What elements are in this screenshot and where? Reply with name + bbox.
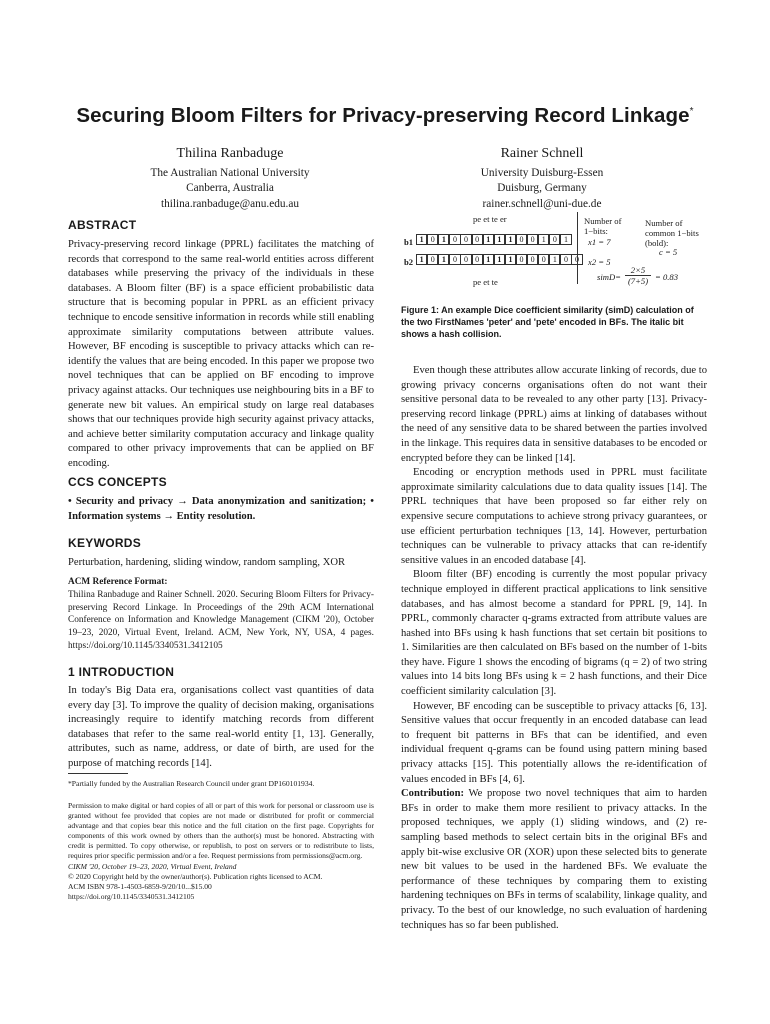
footnote-rule (68, 773, 128, 774)
bit-cell: 0 (449, 234, 460, 245)
figure-sim-den: (7+5) (627, 276, 649, 286)
acm-reference-heading: ACM Reference Format: (68, 577, 168, 587)
author-email[interactable]: thilina.ranbaduge@anu.edu.au (160, 197, 300, 210)
figure-b1-label: b1 (404, 237, 414, 247)
acm-reference-text: Thilina Ranbaduge and Rainer Schnell. 2020. Securing Bloom Filters for Privacy-preserving Record Linkage. In Proceedings of the 29th ACM International Conference on Information and Knowledge Management (CIKM '20), October 19–23, 2020, Virtual Event, Ireland. ACM, New York, NY, USA, 4 pages. https://doi.org/10.1145/3340531.3412105 (68, 589, 374, 651)
author-location: Canberra, Australia (186, 182, 274, 194)
paper-title-text: Securing Bloom Filters for Privacy-preserving Record Linkage (76, 104, 690, 127)
author-email[interactable]: rainer.schnell@uni-due.de (482, 197, 602, 210)
contribution-label: Contribution: (401, 788, 464, 800)
keywords-section (68, 536, 374, 571)
abstract-heading: ABSTRACT (68, 218, 137, 232)
ccs-text: • Security and privacy → Data anonymization and sanitization; • Information systems → Entity resolution. (68, 496, 374, 522)
keywords-text: Perturbation, hardening, sliding window, random sampling, XOR (68, 557, 346, 568)
bit-cell: 1 (494, 254, 505, 265)
figure-1 (401, 212, 707, 302)
intro-heading: 1 INTRODUCTION (68, 665, 175, 679)
bit-cell: 0 (527, 254, 538, 265)
figure-sim-num: 2×5 (630, 265, 646, 275)
bit-cell: 0 (460, 254, 471, 265)
figure-x1: x1 = 7 (588, 237, 611, 247)
title-footnote-mark: * (689, 106, 694, 118)
ccs-section (68, 475, 374, 524)
figure-bigrams-bottom: pe et te (473, 277, 498, 287)
bit-cell: 0 (472, 254, 483, 265)
bit-cell: 1 (483, 254, 494, 265)
bit-cell: 1 (416, 234, 427, 245)
bit-cell: 1 (438, 234, 449, 245)
bit-cell: 0 (571, 254, 582, 265)
author-affiliation: The Australian National University (150, 166, 310, 179)
acm-reference (68, 576, 374, 653)
ccs-heading: CCS CONCEPTS (68, 475, 167, 489)
paragraph: Bloom filter (BF) encoding is currently the most popular privacy technique employed in different practical applications to link sensitive databases, and has almost become a standard for PPRL [9, 14]. In PPRL, commonly character q-grams extracted from attribute values are hashed into BFs using k hash functions that set certain bit positions to 1. Similarities are then calculated on BFs based on the number of 1-bits they have. Figure 1 shows the encoding of bigrams (q = 2) of two string values into 14 bits long BFs using k = 2 hash functions, and their Dice coefficient similarity calculation [3]. (401, 569, 707, 698)
bit-cell: 0 (460, 234, 471, 245)
intro-continuation (401, 364, 707, 933)
doi-line[interactable]: https://doi.org/10.1145/3340531.3412105 (68, 891, 195, 901)
figure-col2-head: Number of common 1−bits (bold): (645, 218, 699, 248)
isbn-line: ACM ISBN 978-1-4503-6859-9/20/10...$15.00 (68, 881, 212, 891)
bit-cell: 0 (516, 234, 527, 245)
figure-bigrams-top: pe et te er (473, 214, 507, 224)
figure-col1-head: Number of 1−bits: (584, 216, 622, 236)
bit-cell: 0 (449, 254, 460, 265)
figure-divider (577, 212, 578, 284)
bit-cell: 1 (494, 234, 505, 245)
abstract-text: Privacy-preserving record linkage (PPRL) facilitates the matching of records that correspond to the same real-world entities across different databases while preserving the privacy of the individuals in these databases. A Bloom filter (BF) is a space efficient probabilistic data structure that is becoming popular in PPRL as an efficient privacy technique to encode sensitive information in records while still enabling approximate similarity computations between attribute values. However, BF encoding is susceptible to privacy attacks which can re-identify the values that are being encoded. In this paper we propose two novel techniques that can be applied on BF encoding to improve privacy against attacks. Our techniques use neighbouring bits in a BF to generate new bit values. An empirical study on large real databases shows that our techniques provide high security against privacy attacks, and achieve better similarity computation accuracy and linkage quality compared to other privacy improvements that can be applied on BF encoding. (68, 239, 374, 469)
figure-sim-lhs: simD= (597, 272, 621, 282)
bit-cell: 0 (516, 254, 527, 265)
paragraph: Even though these attributes allow accurate linking of records, due to growing privacy concerns organisations often do not want their sensitive personal data to be revealed to any other party [13]. Privacy-preserving record linkage (PPRL) aims at linking of databases without the need of any sensitive data to be shared between the parties involved in the linkage. This requires data in sensitive databases to be encoded or encrypted before they can be linked [14]. (401, 365, 707, 464)
bit-cell: 1 (483, 234, 494, 245)
bit-cell: 0 (538, 254, 549, 265)
author-location: Duisburg, Germany (497, 182, 587, 194)
bit-cell: 1 (549, 254, 560, 265)
contribution-text: We propose two novel techniques that aim to harden BFs in order to make them more resilient to privacy attacks. In the proposed techniques, we apply (1) sliding windows, and (2) re-sampling based methods to select certain bits in the original BFs and apply bit-wise exclusive OR (XOR) upon these selected bits to generate new bit values to be used in the hardened BFs. We evaluate the performance of these techniques by comparing them to existing hardening techniques on BFs in terms of scalability, linkage quality, and privacy. To the best of our knowledge, no such evaluation of hardening techniques has so far been published. (401, 788, 707, 931)
permission-text: Permission to make digital or hard copies of all or part of this work for personal or classroom use is granted without fee provided that copies are not made or distributed for profit or commercial advantage and that copies bear this notice and the full citation on the first page. Copyrights for components of this work owned by others than the author(s) must be honored. Abstracting with credit is permitted. To copy otherwise, or republish, to post on servers or to redistribute to lists, requires prior specific permission and/or a fee. Request permissions from permissions@acm.org. (68, 801, 374, 861)
author-block-1 (120, 146, 340, 212)
figure-b2-label: b2 (404, 257, 414, 267)
paragraph: Encoding or encryption methods used in PPRL must facilitate approximate similarity calculations due to data quality issues [14]. The PPRL techniques that have been proposed so far either rely on expensive secure computations to achieve strong privacy guarantees, or use efficient perturbation techniques [13, 14]. However, perturbation techniques can be vulnerable to privacy attacks that can re-identify sensitive values in an encoded database [4]. (401, 467, 707, 566)
bit-cell: 0 (472, 234, 483, 245)
permission-block (68, 801, 374, 902)
author-name: Thilina Ranbaduge (176, 146, 284, 161)
bit-cell: 0 (560, 254, 571, 265)
intro-text: In today's Big Data era, organisations collect vast quantities of data every day [3]. To improve the quality of decision making, organisations increasingly require to identify matching records from different databases that refer to the same real-world entity [1, 13]. Generally, attributes, such as name, address, or date of birth, are used for the purpose of matching records [14]. (68, 685, 374, 769)
bit-cell: 1 (505, 234, 516, 245)
conference-line: CIKM '20, October 19–23, 2020, Virtual Event, Ireland (68, 861, 237, 871)
author-affiliation: University Duisburg-Essen (480, 166, 604, 179)
intro-section (68, 665, 374, 772)
paragraph: However, BF encoding can be susceptible to privacy attacks [6, 13]. Sensitive values that occur frequently in an encoded database can lead to frequent bit patterns in BFs that can be identified, and even individual frequent q-grams can be found using pattern mining based privacy attacks [15]. This potentially allows the re-identification of values encoded in BFs [4, 6]. (401, 700, 707, 785)
bit-cell: 0 (427, 254, 438, 265)
bit-cell: 0 (427, 234, 438, 245)
bit-cell: 1 (438, 254, 449, 265)
bit-cell: 1 (505, 254, 516, 265)
figure-c: c = 5 (659, 247, 678, 257)
footnote (68, 779, 374, 789)
figure-caption-text: Figure 1: An example Dice coefficient similarity (simD) calculation of the two FirstNames 'peter' and 'pete' encoded in BFs. The italic bit shows a hash collision. (401, 305, 694, 339)
footnote-text: *Partially funded by the Australian Research Council under grant DP160101934. (68, 779, 315, 788)
author-block-2 (432, 146, 652, 212)
bit-cell: 0 (549, 234, 560, 245)
figure-sim-val: = 0.83 (655, 272, 678, 282)
bit-cell: 1 (560, 234, 571, 245)
abstract-section (68, 218, 374, 472)
keywords-heading: KEYWORDS (68, 536, 142, 550)
paper-title (0, 104, 770, 128)
figure-1-caption (401, 304, 707, 340)
author-name: Rainer Schnell (500, 146, 584, 161)
copyright-line: © 2020 Copyright held by the owner/author(s). Publication rights licensed to ACM. (68, 871, 323, 881)
figure-x2: x2 = 5 (588, 257, 611, 267)
bit-cell: 0 (527, 234, 538, 245)
contribution-paragraph (401, 787, 707, 933)
bit-cell: 1 (416, 254, 427, 265)
bit-cell: 1 (538, 234, 549, 245)
